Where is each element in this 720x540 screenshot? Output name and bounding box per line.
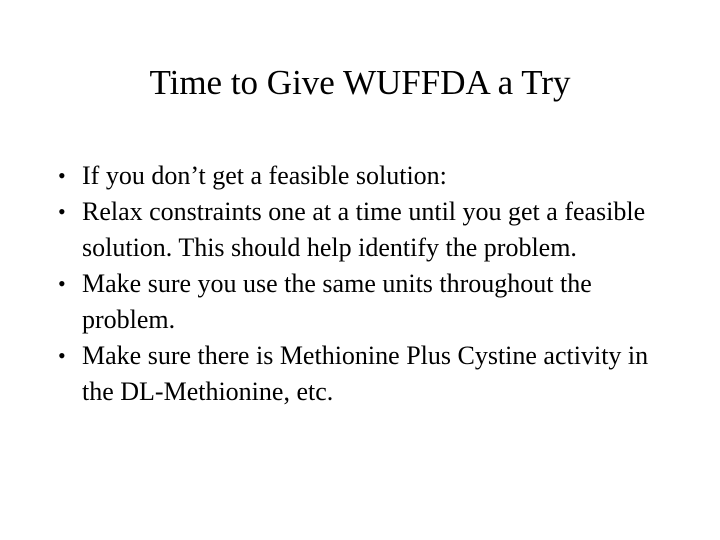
page-title: Time to Give WUFFDA a Try: [149, 63, 571, 102]
bullet-icon: •: [58, 271, 66, 296]
list-item-label: If you don’t get a feasible solution:: [82, 161, 447, 190]
bullet-list: [44, 158, 684, 410]
list-item-label: Make sure you use the same units throughout the problem.: [82, 269, 592, 334]
list-item: [44, 266, 684, 338]
bullet-icon: •: [58, 199, 66, 224]
list-item: [44, 338, 684, 410]
list-item-label: Make sure there is Methionine Plus Cystine activity in the DL-Methionine, etc.: [82, 341, 649, 406]
list-item-label: Relax constraints one at a time until you get a feasible solution. This should help identify the problem.: [82, 197, 646, 262]
bullet-icon: •: [58, 163, 66, 188]
list-item: [44, 194, 684, 266]
bullet-icon: •: [58, 343, 66, 368]
list-item: [44, 158, 684, 194]
